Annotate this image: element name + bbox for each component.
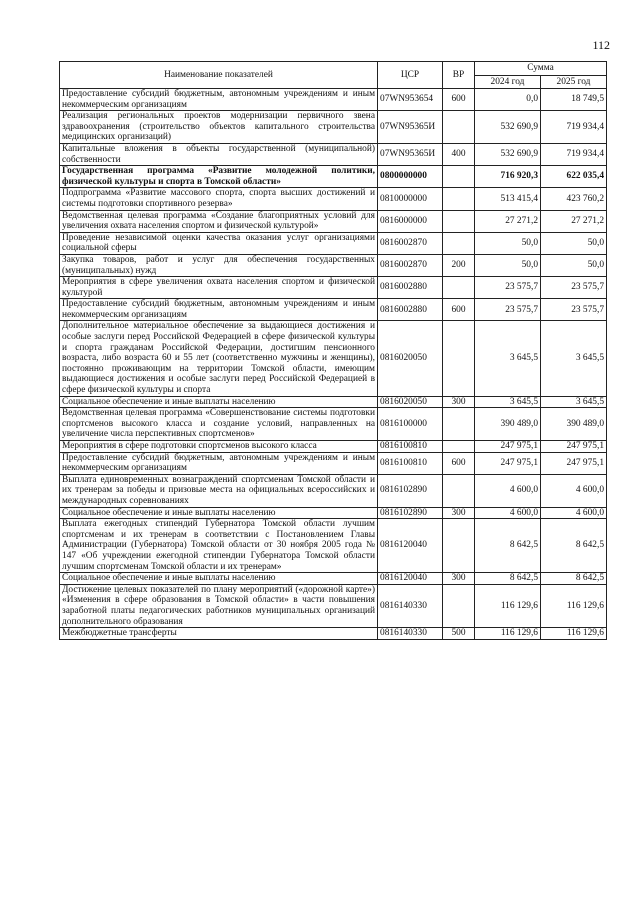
row-csr-code: 0816000000 (378, 210, 443, 232)
row-name: Ведомственная целевая программа «Создание благоприятных условий для увеличения охвата населения спортом и физической культурой» (60, 210, 378, 232)
row-csr-code: 0816100000 (378, 408, 443, 441)
row-name: Закупка товаров, работ и услуг для обеспечения государственных (муниципальных) нужд (60, 254, 378, 276)
table-row (60, 441, 607, 453)
row-name: Выплата единовременных вознаграждений спортсменам Томской области и их тренерам за победы и призовые места на официальных всероссийских и международных соревнованиях (60, 474, 378, 507)
row-name: Социальное обеспечение и иные выплаты населению (60, 396, 378, 408)
row-name: Капитальные вложения в объекты государственной (муниципальной) собственности (60, 143, 378, 165)
row-csr-code: 0816002880 (378, 299, 443, 321)
row-sum-2024: 0,0 (475, 89, 541, 111)
row-csr-code: 0810000000 (378, 188, 443, 210)
row-name: Социальное обеспечение и иные выплаты населению (60, 507, 378, 519)
row-vr-code (443, 474, 475, 507)
row-sum-2025: 8 642,5 (541, 573, 607, 585)
row-name: Мероприятия в сфере подготовки спортсменов высокого класса (60, 441, 378, 453)
row-vr-code: 600 (443, 452, 475, 474)
row-csr-code: 0816002880 (378, 277, 443, 299)
row-name: Достижение целевых показателей по плану мероприятий («дорожной карте») «Изменения в сфере образования в Томской области» в части повышения заработной платы педагогических работников муниципальных организаций дополнительного образования (60, 584, 378, 627)
row-csr-code: 0800000000 (378, 166, 443, 188)
row-sum-2025: 116 129,6 (541, 584, 607, 627)
table-row (60, 584, 607, 627)
row-sum-2025: 423 760,2 (541, 188, 607, 210)
row-vr-code (443, 210, 475, 232)
row-sum-2024: 3 645,5 (475, 396, 541, 408)
row-csr-code: 0816102890 (378, 474, 443, 507)
row-csr-code: 0816100810 (378, 452, 443, 474)
row-name: Дополнительное материальное обеспечение за выдающиеся достижения и особые заслуги перед Российской Федерацией в сфере физической культуры и спорта гражданам Российской Федерации, достигшим пенсионного возраста, либо возраста 60 и 55 лет (соответственно мужчины и женщины), постоянно проживающим на территории Томской области, имеющим выдающиеся достижения и особые заслуги перед Российской Федерацией в сфере физической культуры и спорта (60, 321, 378, 396)
row-sum-2025: 23 575,7 (541, 277, 607, 299)
row-sum-2024: 532 690,9 (475, 111, 541, 144)
row-sum-2024: 716 920,3 (475, 166, 541, 188)
row-vr-code: 400 (443, 143, 475, 165)
table-row (60, 89, 607, 111)
row-sum-2025: 8 642,5 (541, 519, 607, 573)
table-row (60, 519, 607, 573)
table-row (60, 299, 607, 321)
row-vr-code (443, 111, 475, 144)
row-name: Проведение независимой оценки качества оказания услуг организациями социальной сферы (60, 232, 378, 254)
row-vr-code: 600 (443, 299, 475, 321)
row-sum-2025: 719 934,4 (541, 111, 607, 144)
row-csr-code: 0816002870 (378, 254, 443, 276)
table-row (60, 452, 607, 474)
header-csr: ЦСР (378, 62, 443, 89)
table-row (60, 188, 607, 210)
row-name: Предоставление субсидий бюджетным, автономным учреждениям и иным некоммерческим организациям (60, 452, 378, 474)
row-sum-2024: 4 600,0 (475, 507, 541, 519)
row-sum-2024: 8 642,5 (475, 573, 541, 585)
row-csr-code: 0816020050 (378, 321, 443, 396)
table-row (60, 143, 607, 165)
table-row (60, 507, 607, 519)
row-vr-code (443, 441, 475, 453)
row-csr-code: 07WN95365И (378, 111, 443, 144)
row-sum-2024: 247 975,1 (475, 452, 541, 474)
row-vr-code: 500 (443, 628, 475, 640)
row-vr-code: 200 (443, 254, 475, 276)
header-year-2025: 2025 год (541, 76, 607, 89)
budget-table (59, 61, 607, 640)
row-sum-2024: 23 575,7 (475, 299, 541, 321)
row-vr-code (443, 519, 475, 573)
row-sum-2024: 50,0 (475, 232, 541, 254)
row-csr-code: 07WN953654 (378, 89, 443, 111)
table-row (60, 166, 607, 188)
row-sum-2025: 4 600,0 (541, 507, 607, 519)
table-row (60, 321, 607, 396)
row-sum-2025: 50,0 (541, 254, 607, 276)
row-sum-2025: 3 645,5 (541, 321, 607, 396)
row-sum-2024: 116 129,6 (475, 628, 541, 640)
page-number: 112 (592, 38, 610, 52)
header-vr: ВР (443, 62, 475, 89)
row-vr-code: 300 (443, 573, 475, 585)
row-sum-2025: 27 271,2 (541, 210, 607, 232)
row-name: Государственная программа «Развитие молодежной политики, физической культуры и спорта в Томской области» (60, 166, 378, 188)
table-row (60, 628, 607, 640)
row-name: Социальное обеспечение и иные выплаты населению (60, 573, 378, 585)
row-sum-2025: 622 035,4 (541, 166, 607, 188)
row-name: Реализация региональных проектов модернизации первичного звена здравоохранения (строительство объектов капитального строительства медицинских организаций) (60, 111, 378, 144)
row-vr-code: 300 (443, 396, 475, 408)
row-vr-code (443, 232, 475, 254)
row-sum-2024: 27 271,2 (475, 210, 541, 232)
table-row (60, 474, 607, 507)
row-sum-2024: 50,0 (475, 254, 541, 276)
header-row (60, 62, 607, 76)
row-name: Предоставление субсидий бюджетным, автономным учреждениям и иным некоммерческим организациям (60, 89, 378, 111)
row-sum-2024: 4 600,0 (475, 474, 541, 507)
row-vr-code (443, 584, 475, 627)
row-vr-code: 300 (443, 507, 475, 519)
row-vr-code: 600 (443, 89, 475, 111)
row-sum-2024: 390 489,0 (475, 408, 541, 441)
row-csr-code: 0816140330 (378, 584, 443, 627)
row-name: Межбюджетные трансферты (60, 628, 378, 640)
row-sum-2025: 3 645,5 (541, 396, 607, 408)
table-row (60, 573, 607, 585)
row-name: Выплата ежегодных стипендий Губернатора Томской области лучшим спортсменам и их тренерам в соответствии с Постановлением Главы Администрации (Губернатора) Томской области от 30 ноября 2005 года № 147 «Об учреждении ежегодной стипендии Губернатора Томской области лучшим спортсменам Томской области и их тренерам» (60, 519, 378, 573)
row-name: Мероприятия в сфере увеличения охвата населения спортом и физической культурой (60, 277, 378, 299)
row-sum-2024: 23 575,7 (475, 277, 541, 299)
header-sum: Сумма (475, 62, 607, 76)
row-sum-2024: 116 129,6 (475, 584, 541, 627)
row-csr-code: 0816100810 (378, 441, 443, 453)
row-sum-2025: 719 934,4 (541, 143, 607, 165)
row-sum-2024: 247 975,1 (475, 441, 541, 453)
row-sum-2024: 532 690,9 (475, 143, 541, 165)
row-csr-code: 0816020050 (378, 396, 443, 408)
row-sum-2024: 8 642,5 (475, 519, 541, 573)
row-vr-code (443, 321, 475, 396)
row-csr-code: 0816120040 (378, 519, 443, 573)
table-row (60, 232, 607, 254)
row-csr-code: 0816120040 (378, 573, 443, 585)
row-sum-2025: 4 600,0 (541, 474, 607, 507)
row-sum-2025: 50,0 (541, 232, 607, 254)
row-csr-code: 0816002870 (378, 232, 443, 254)
row-sum-2025: 247 975,1 (541, 452, 607, 474)
row-sum-2025: 18 749,5 (541, 89, 607, 111)
row-name: Ведомственная целевая программа «Совершенствование системы подготовки спортсменов высокого класса и создание условий, направленных на увеличение числа перспективных спортсменов» (60, 408, 378, 441)
table-header (60, 62, 607, 89)
table-row (60, 210, 607, 232)
table-row (60, 254, 607, 276)
row-sum-2025: 23 575,7 (541, 299, 607, 321)
row-sum-2025: 247 975,1 (541, 441, 607, 453)
header-name: Наименование показателей (60, 62, 378, 89)
row-sum-2025: 116 129,6 (541, 628, 607, 640)
row-sum-2025: 390 489,0 (541, 408, 607, 441)
row-csr-code: 0816102890 (378, 507, 443, 519)
row-vr-code (443, 188, 475, 210)
row-vr-code (443, 277, 475, 299)
table-row (60, 396, 607, 408)
row-sum-2024: 3 645,5 (475, 321, 541, 396)
row-name: Предоставление субсидий бюджетным, автономным учреждениям и иным некоммерческим организациям (60, 299, 378, 321)
header-year-2024: 2024 год (475, 76, 541, 89)
row-csr-code: 0816140330 (378, 628, 443, 640)
row-vr-code (443, 166, 475, 188)
row-sum-2024: 513 415,4 (475, 188, 541, 210)
row-vr-code (443, 408, 475, 441)
table-body (60, 89, 607, 640)
table-row (60, 408, 607, 441)
row-csr-code: 07WN95365И (378, 143, 443, 165)
table-row (60, 277, 607, 299)
table-row (60, 111, 607, 144)
row-name: Подпрограмма «Развитие массового спорта, спорта высших достижений и системы подготовки спортивного резерва» (60, 188, 378, 210)
